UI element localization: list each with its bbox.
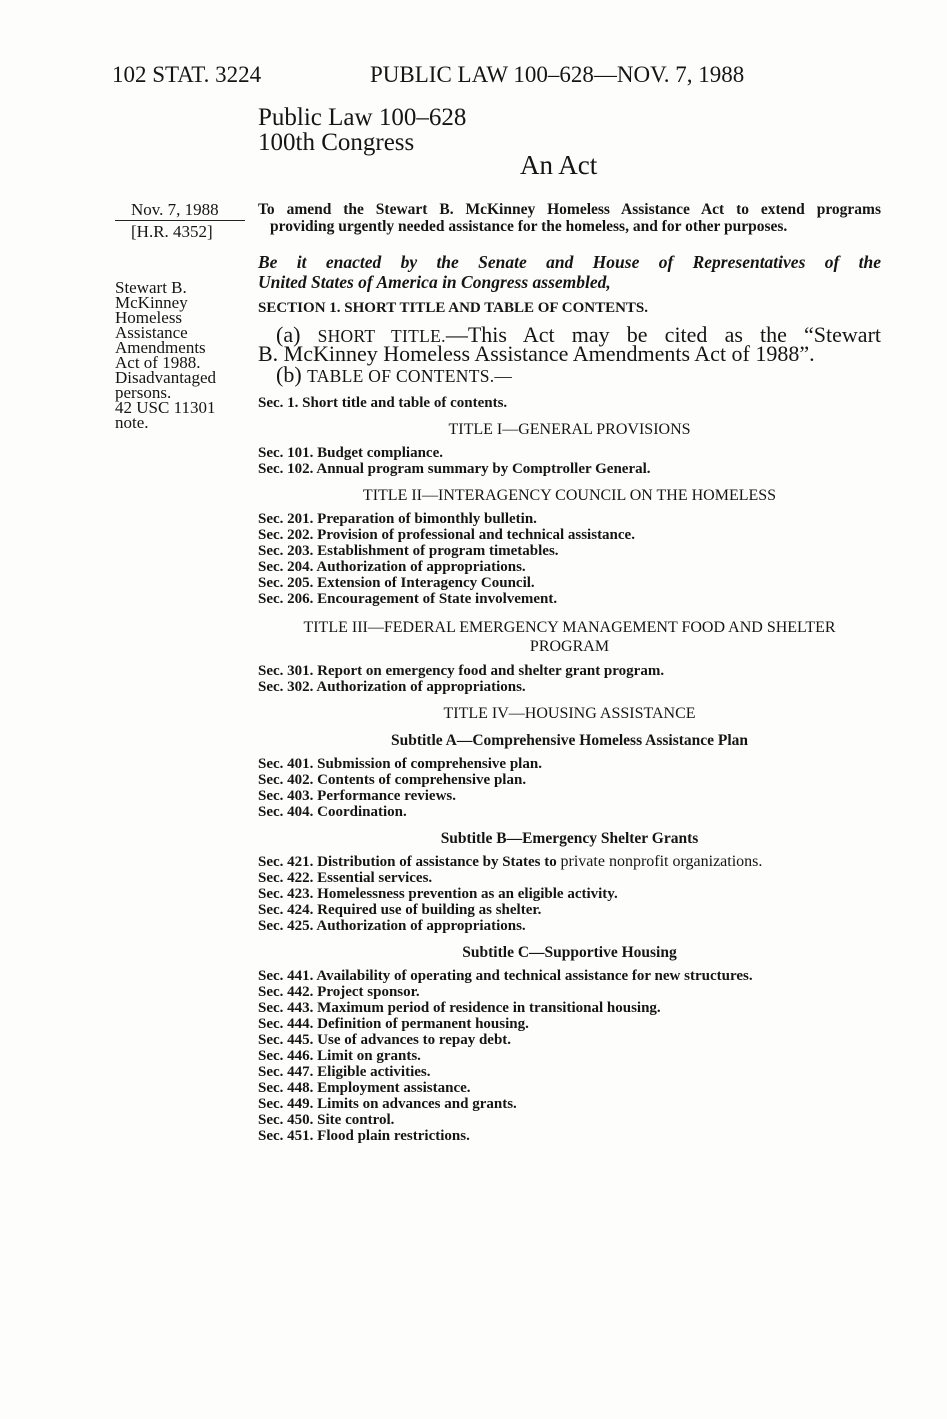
toc-section-title: Essential services. — [317, 870, 433, 886]
margin-note-line: Assistance — [115, 323, 188, 342]
toc-entry — [258, 968, 881, 984]
toc-section-title: Encouragement of State involvement. — [317, 591, 558, 607]
toc-section-title: Provision of professional and technical assistance. — [317, 527, 635, 543]
toc-entry — [258, 1048, 881, 1064]
toc-section-title: Limits on advances and grants. — [317, 1096, 517, 1112]
toc-entry — [258, 756, 881, 772]
toc-title-heading-line-1: TITLE III—FEDERAL EMERGENCY MANAGEMENT FOOD AND SHELTER — [303, 619, 836, 636]
margin-note-line: Act of 1988. — [115, 353, 201, 372]
toc-subtitle-heading: Subtitle C—Supportive Housing — [462, 944, 677, 961]
toc-section-number: Sec. 101. — [258, 445, 314, 461]
enacting-clause-line-1: Be it enacted by the Senate and House of Representatives of the — [258, 252, 881, 272]
toc-entry — [258, 1016, 881, 1032]
toc-section-title: Site control. — [317, 1112, 395, 1128]
toc-section-number: Sec. 302. — [258, 679, 314, 695]
toc-section-number: Sec. 202. — [258, 527, 314, 543]
margin-note-line: Disadvantaged — [115, 368, 217, 387]
toc-section-title: Coordination. — [317, 804, 407, 820]
toc-section-title: Annual program summary by Comptroller General. — [316, 461, 651, 477]
enacting-clause-line-2: United States of America in Congress assembled, — [258, 272, 611, 292]
margin-note-line: 42 USC 11301 — [115, 398, 216, 417]
toc-section-title: Contents of comprehensive plan. — [317, 772, 527, 788]
toc-section-number: Sec. 448. — [258, 1080, 314, 1096]
margin-note-line: Homeless — [115, 308, 183, 327]
toc-section-number: Sec. 451. — [258, 1128, 314, 1144]
toc-section-number: Sec. 445. — [258, 1032, 314, 1048]
toc-entry — [258, 511, 881, 527]
purpose-line-1: To amend the Stewart B. McKinney Homeless Assistance Act to extend programs — [258, 201, 881, 218]
margin-note-line: Stewart B. — [115, 278, 187, 297]
toc-entry — [258, 1112, 881, 1128]
toc-entry — [258, 1032, 881, 1048]
toc-section-number: Sec. 423. — [258, 886, 314, 902]
toc-subtitle-heading: Subtitle B—Emergency Shelter Grants — [440, 830, 699, 847]
toc-section-number: Sec. 1. — [258, 395, 299, 411]
toc-entry — [258, 854, 881, 870]
toc-section-number: Sec. 447. — [258, 1064, 314, 1080]
margin-bill-number: [H.R. 4352] — [131, 222, 213, 241]
toc-section-title: Establishment of program timetables. — [317, 543, 559, 559]
toc-section-number: Sec. 201. — [258, 511, 314, 527]
toc-entry — [258, 445, 881, 461]
toc-section-number: Sec. 401. — [258, 756, 314, 772]
stat-page-number: 102 STAT. 3224 — [112, 62, 262, 87]
toc-title-heading: TITLE II—INTERAGENCY COUNCIL ON THE HOMELESS — [362, 487, 777, 504]
toc-section-title: Short title and table of contents. — [302, 395, 508, 411]
toc-section-number: Sec. 425. — [258, 918, 314, 934]
toc-section-title: Flood plain restrictions. — [317, 1128, 470, 1144]
toc-title-heading-line-2: PROGRAM — [529, 638, 610, 655]
toc-section-number: Sec. 301. — [258, 663, 314, 679]
toc-entry — [258, 1000, 881, 1016]
toc-entry — [258, 461, 881, 477]
toc-entry — [258, 918, 881, 934]
table-of-contents — [258, 395, 881, 1144]
subsection-a-line-2: B. McKinney Homeless Assistance Amendments Act of 1988”. — [258, 341, 815, 366]
toc-entry — [258, 395, 881, 411]
toc-section-title: Required use of building as shelter. — [317, 902, 542, 918]
toc-entry — [258, 1080, 881, 1096]
toc-section-number: Sec. 450. — [258, 1112, 314, 1128]
toc-entry — [258, 663, 881, 679]
toc-section-title: Maximum period of residence in transitional housing. — [317, 1000, 661, 1016]
toc-section-number: Sec. 203. — [258, 543, 314, 559]
subsection-b-marker: (b) — [276, 362, 302, 387]
toc-section-title: Eligible activities. — [317, 1064, 431, 1080]
toc-title-heading: TITLE I—GENERAL PROVISIONS — [448, 421, 691, 438]
toc-entry — [258, 679, 881, 695]
subsection-a-marker: (a) — [276, 322, 301, 347]
toc-entry — [258, 804, 881, 820]
subsection-b-line — [276, 362, 513, 387]
toc-section-number: Sec. 102. — [258, 461, 314, 477]
toc-section-title: Authorization of appropriations. — [316, 679, 526, 695]
toc-entry — [258, 788, 881, 804]
toc-section-number: Sec. 443. — [258, 1000, 314, 1016]
margin-note-line: McKinney — [115, 293, 188, 312]
toc-section-title: Authorization of appropriations. — [316, 918, 526, 934]
purpose-line-2: providing urgently needed assistance for the homeless, and for other purposes. — [270, 218, 788, 235]
toc-entry — [258, 527, 881, 543]
subsection-a-text-1: —This Act may be cited as the “Stewart — [445, 322, 882, 347]
toc-entry — [258, 870, 881, 886]
toc-section-title: Distribution of assistance by States to — [317, 854, 557, 870]
toc-section-title: Budget compliance. — [317, 445, 444, 461]
toc-section-number: Sec. 206. — [258, 591, 314, 607]
toc-section-title: Limit on grants. — [317, 1048, 421, 1064]
subsection-b-caption: TABLE OF CONTENTS.— — [307, 366, 513, 386]
toc-section-title: Project sponsor. — [317, 984, 420, 1000]
toc-section-number: Sec. 442. — [258, 984, 314, 1000]
section-1-heading: SECTION 1. SHORT TITLE AND TABLE OF CONTENTS. — [258, 300, 649, 316]
margin-note-line: persons. — [115, 383, 172, 402]
toc-entry — [258, 902, 881, 918]
toc-title-heading — [258, 618, 881, 656]
toc-section-title: Definition of permanent housing. — [317, 1016, 529, 1032]
toc-section-title: Extension of Interagency Council. — [317, 575, 535, 591]
margin-enactment-date: Nov. 7, 1988 — [115, 200, 245, 221]
toc-section-title: Submission of comprehensive plan. — [317, 756, 542, 772]
toc-section-title: Preparation of bimonthly bulletin. — [317, 511, 537, 527]
toc-section-title: Homelessness prevention as an eligible activity. — [317, 886, 618, 902]
act-label: An Act — [520, 150, 598, 180]
toc-section-number: Sec. 421. — [258, 854, 314, 870]
toc-section-title: Availability of operating and technical assistance for new structures. — [316, 968, 753, 984]
toc-section-title-continuation: private nonprofit organizations. — [560, 853, 763, 870]
toc-section-title: Employment assistance. — [317, 1080, 471, 1096]
toc-entry — [258, 1096, 881, 1112]
toc-section-number: Sec. 441. — [258, 968, 314, 984]
toc-entry — [258, 591, 881, 607]
congress-number: 100th Congress — [258, 129, 415, 156]
toc-section-number: Sec. 205. — [258, 575, 314, 591]
toc-section-number: Sec. 402. — [258, 772, 314, 788]
toc-section-number: Sec. 422. — [258, 870, 314, 886]
toc-entry — [258, 886, 881, 902]
toc-entry — [258, 559, 881, 575]
margin-notes — [115, 280, 216, 430]
margin-note-line: Amendments — [115, 338, 206, 357]
toc-title-heading: TITLE IV—HOUSING ASSISTANCE — [443, 705, 696, 722]
toc-entry — [258, 984, 881, 1000]
margin-note-line: note. — [115, 413, 149, 432]
toc-section-number: Sec. 403. — [258, 788, 314, 804]
public-law-number: Public Law 100–628 — [258, 104, 467, 131]
toc-section-title: Report on emergency food and shelter grant program. — [317, 663, 665, 679]
subsection-a-caption: SHORT TITLE. — [317, 326, 446, 346]
toc-subtitle-heading: Subtitle A—Comprehensive Homeless Assistance Plan — [390, 732, 749, 749]
toc-section-title: Authorization of appropriations. — [316, 559, 526, 575]
toc-entry — [258, 575, 881, 591]
running-head: PUBLIC LAW 100–628—NOV. 7, 1988 — [370, 62, 745, 87]
toc-section-number: Sec. 204. — [258, 559, 314, 575]
toc-entry — [258, 543, 881, 559]
toc-section-number: Sec. 424. — [258, 902, 314, 918]
toc-entry — [258, 772, 881, 788]
toc-entry — [258, 1064, 881, 1080]
toc-section-number: Sec. 404. — [258, 804, 314, 820]
toc-section-number: Sec. 449. — [258, 1096, 314, 1112]
toc-entry — [258, 1128, 881, 1144]
toc-section-title: Use of advances to repay debt. — [317, 1032, 512, 1048]
toc-section-number: Sec. 446. — [258, 1048, 314, 1064]
toc-section-title: Performance reviews. — [317, 788, 456, 804]
toc-section-number: Sec. 444. — [258, 1016, 314, 1032]
